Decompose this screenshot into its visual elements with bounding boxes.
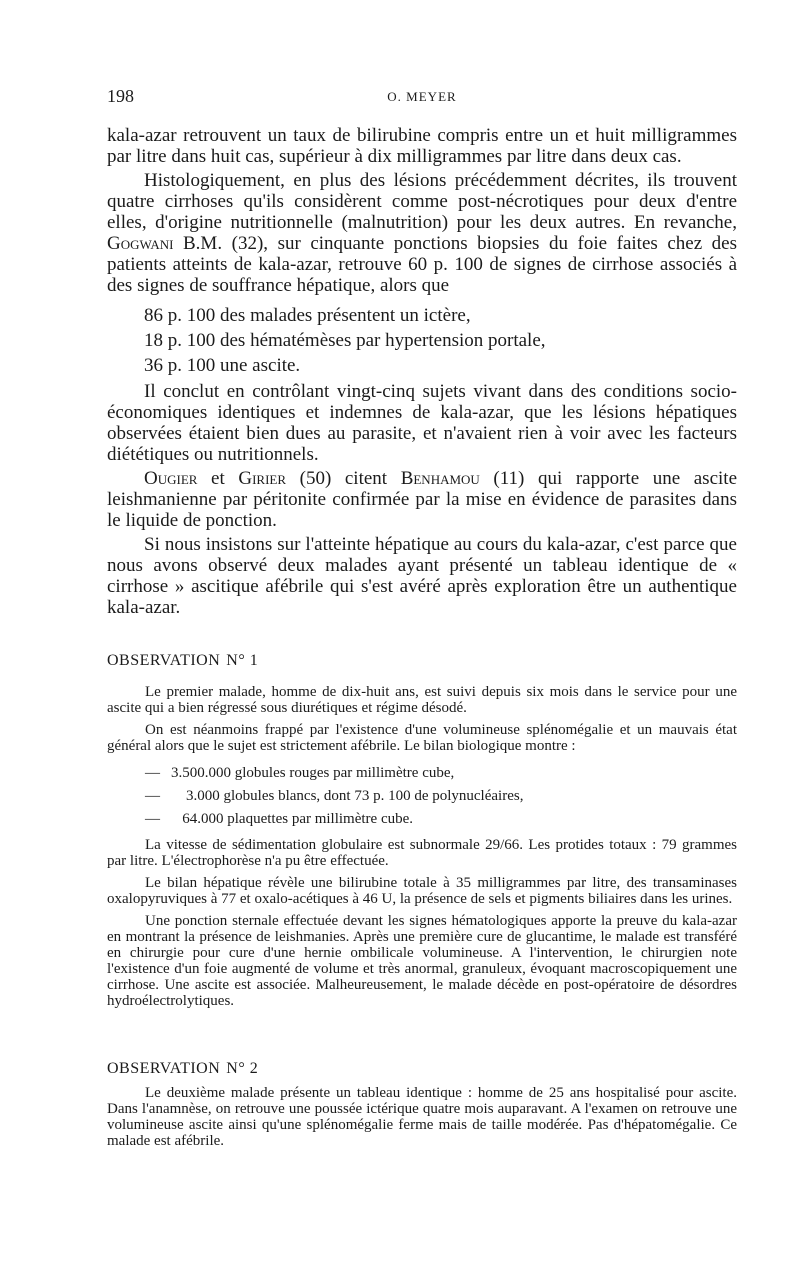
count-label: globules blancs, dont 73 p. 100 de polynucléaires, — [219, 788, 524, 804]
heading-text: OBSERVATION — [107, 652, 221, 669]
list-item: 18 p. 100 des hématémèses par hypertension portale, — [144, 330, 546, 351]
count-label: globules rouges par millimètre cube, — [231, 765, 455, 781]
list-item: 36 p. 100 une ascite. — [144, 355, 301, 376]
author-name: Ougier — [144, 468, 198, 489]
list-item — [145, 808, 737, 831]
heading-number: N° 2 — [226, 1060, 259, 1077]
author-name: Gogwani — [107, 233, 174, 254]
text-run: B.M. (32), sur cinquante ponctions biopsies du foie faites chez des patients atteints de kala-azar, retrouve 60 p. 100 de signes de cirrhose associés à des signes de souffrance hépatique, alors que — [107, 233, 738, 296]
observation-2-heading — [107, 1060, 258, 1078]
observation-1-heading — [107, 652, 258, 670]
list-item — [145, 785, 737, 808]
paragraph: La vitesse de sédimentation globulaire est subnormale 29/66. Les protides totaux : 79 grammes par litre. L'électrophorèse n'a pu être effectuée. — [107, 837, 737, 869]
text-run: (11) qui rapporte une ascite leishmanienne par péritonite confirmée par la mise en évidence de parasites dans le liquide de ponction. — [107, 468, 738, 531]
text-run: et — [197, 468, 239, 489]
statistics-list — [144, 303, 737, 378]
running-head: O. MEYER — [387, 89, 457, 104]
author-name: Benhamou — [400, 468, 480, 489]
paragraph — [107, 468, 737, 531]
paragraph: Le bilan hépatique révèle une bilirubine totale à 35 milligrammes par litre, des transaminases oxalopyruviques à 77 et oxalo-acétiques à 46 U, la présence de sels et pigments biliaires dans les urines. — [107, 875, 737, 907]
count-value: 64.000 — [171, 811, 224, 827]
observation-2-body — [107, 1085, 737, 1149]
main-text — [107, 125, 737, 618]
paragraph: Il conclut en contrôlant vingt-cinq sujets vivant dans des conditions socio-économiques identiques et indemnes de kala-azar, que les lésions hépatiques observées étaient bien dues au parasite, et n'avaient rien à voir avec les facteurs diététiques ou nutritionnels. — [107, 381, 737, 465]
observation-1-body — [107, 684, 737, 1009]
paragraph — [107, 170, 737, 296]
page-header — [107, 86, 737, 110]
text-run: (50) citent — [286, 468, 401, 489]
list-item — [145, 762, 737, 785]
heading-text: OBSERVATION — [107, 1060, 221, 1077]
text-run: Histologiquement, en plus des lésions précédemment décrites, ils trouvent quatre cirrhoses qu'ils considèrent comme post-nécrotiques pour deux d'entre elles, d'origine nutritionnelle (malnutrition) pour les deux autres. En revanche, — [107, 170, 737, 233]
paragraph: Le premier malade, homme de dix-huit ans, est suivi depuis six mois dans le service pour une ascite qui a bien régressé sous diurétiques et régime désodé. — [107, 684, 737, 716]
count-value: 3.500.000 — [171, 765, 231, 781]
paragraph: Le deuxième malade présente un tableau identique : homme de 25 ans hospitalisé pour ascite. Dans l'anamnèse, on retrouve une poussée ictérique quatre mois auparavant. A l'examen on retrouve une volumineuse ascite ainsi qu'une splénomégalie ferme mais de taille modérée. Pas d'hépatomégalie. Ce malade est afébrile. — [107, 1085, 737, 1149]
dash-marker: — — [145, 811, 160, 827]
count-label: plaquettes par millimètre cube. — [223, 811, 414, 827]
heading-number: N° 1 — [226, 652, 259, 669]
dash-marker: — — [145, 765, 160, 781]
blood-count-list — [145, 762, 737, 831]
paragraph: Si nous insistons sur l'atteinte hépatique au cours du kala-azar, c'est parce que nous avons observé deux malades ayant présenté un tableau identique de « cirrhose » ascitique afébrile qui s'est avéré après exploration être un authentique kala-azar. — [107, 534, 737, 618]
list-item: 86 p. 100 des malades présentent un ictère, — [144, 305, 471, 326]
paragraph: On est néanmoins frappé par l'existence d'une volumineuse splénomégalie et un mauvais état général alors que le sujet est strictement afébrile. Le bilan biologique montre : — [107, 722, 737, 754]
author-name: Girier — [238, 468, 287, 489]
paragraph: Une ponction sternale effectuée devant les signes hématologiques apporte la preuve du kala-azar en montrant la présence de leishmanies. Après une première cure de glucantime, le malade est transféré en chirurgie pour cure d'une hernie ombilicale volumineuse. A l'intervention, le chirurgien note l'existence d'un foie augmenté de volume et très anormal, granuleux, évoquant macroscopiquement une cirrhose. Une ascite est associée. Malheureusement, le malade décède en post-opératoire de désordres hydroélectrolytiques. — [107, 913, 737, 1009]
paragraph: kala-azar retrouvent un taux de bilirubine compris entre un et huit milligrammes par litre dans huit cas, supérieur à dix milligrammes par litre dans deux cas. — [107, 125, 737, 167]
page-number: 198 — [107, 86, 134, 106]
count-value: 3.000 — [171, 788, 220, 804]
dash-marker: — — [145, 788, 160, 804]
